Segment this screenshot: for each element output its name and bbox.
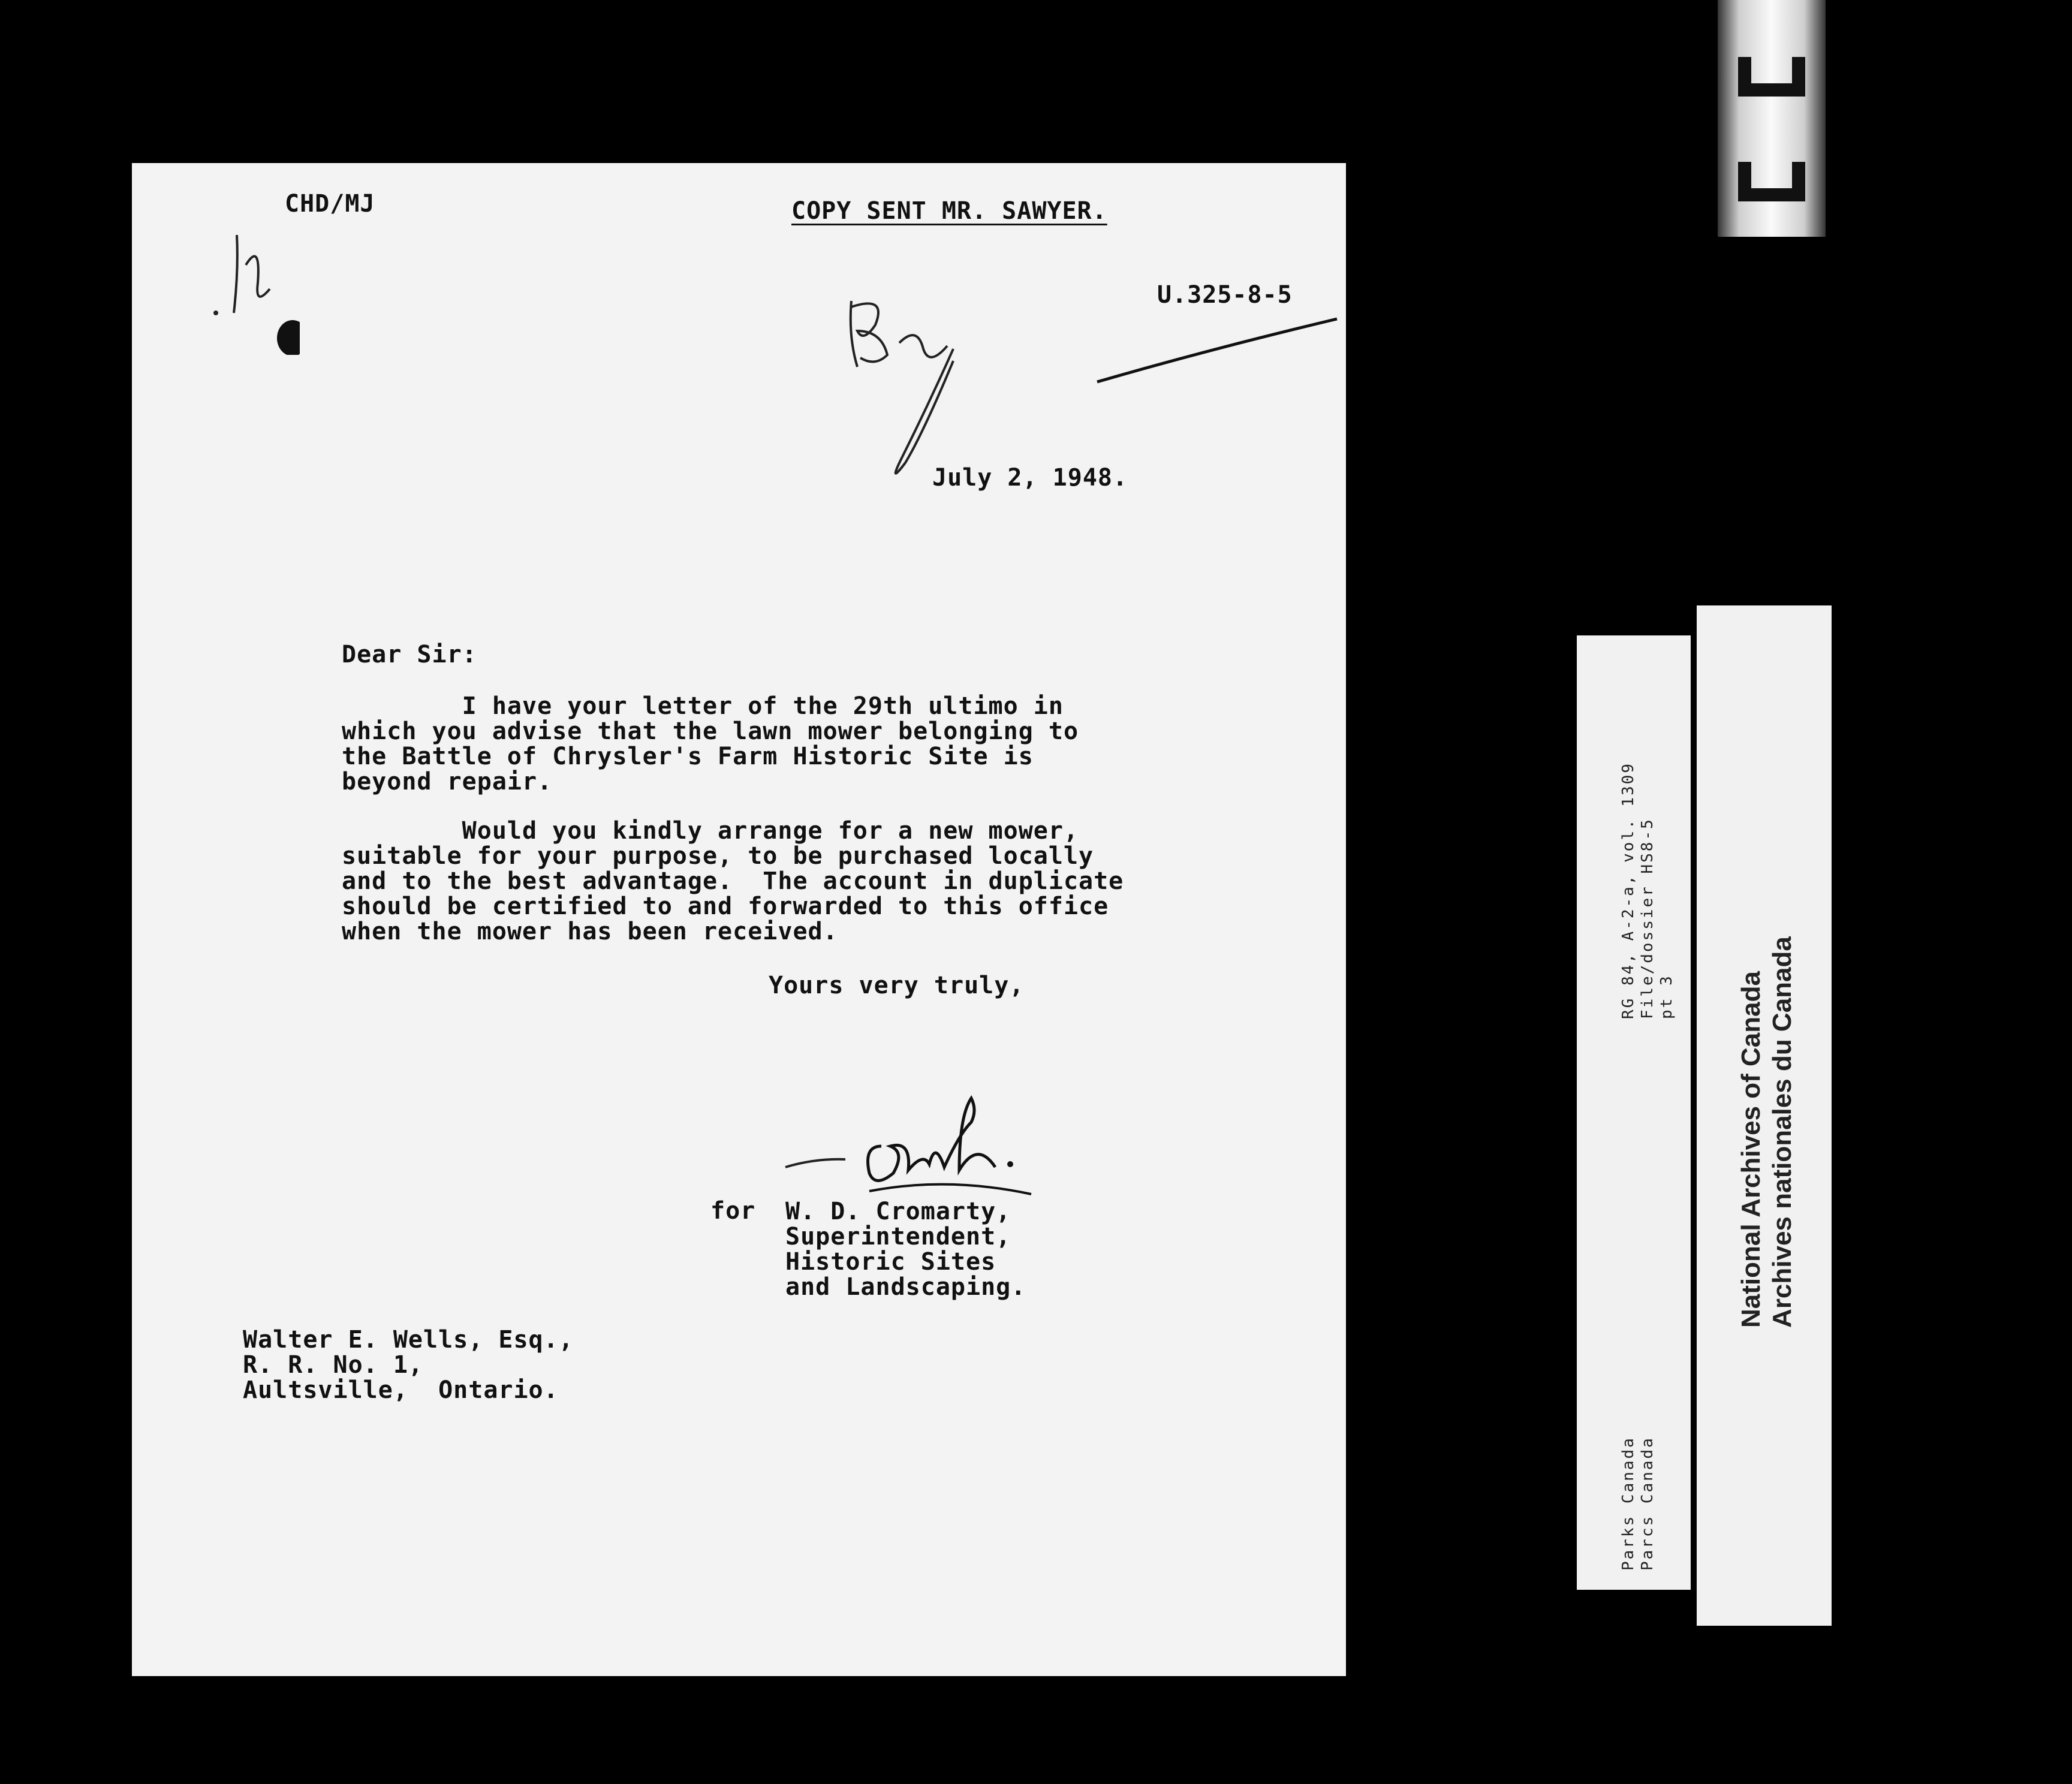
paragraph-2: Would you kindly arrange for a new mower, suitable for your purpose, to be purchased locally and to the best advantage. The account in duplicate should be certified to and forwarded to this office when the mower has been received. [342, 817, 1124, 945]
film-reel-marker [1718, 0, 1826, 237]
handwritten-underline-icon [1091, 313, 1343, 391]
recipient-address: Walter E. Wells, Esq., R. R. No. 1, Aultsville, Ontario. [243, 1326, 574, 1404]
signatory-block: W. D. Cromarty, Superintendent, Historic Sites and Landscaping. [785, 1198, 1026, 1301]
reel-marks-icon [1718, 0, 1826, 237]
closing: Yours very truly, [769, 972, 1025, 999]
for-label: for [710, 1197, 756, 1225]
archives-label [1697, 605, 1832, 1626]
letter-date: July 2, 1948. [932, 464, 1128, 492]
file-reference: U.325-8-5 [1157, 281, 1293, 309]
typist-initials: CHD/MJ [285, 190, 375, 218]
archives-name: National Archives of Canada Archives nationales du Canada [1736, 936, 1797, 1328]
salutation: Dear Sir: [342, 641, 477, 668]
agency-name: Parks Canada Parcs Canada [1619, 1436, 1657, 1571]
archive-reference-strip [1577, 635, 1691, 1590]
letter-page [132, 163, 1346, 1676]
handwritten-initials-icon [833, 289, 989, 505]
paragraph-1: I have your letter of the 29th ultimo in which you advise that the lawn mower belonging to the Battle of Chrysler's Farm Historic Site is beyond repair. [342, 692, 1079, 795]
handwritten-mark-icon [204, 199, 300, 355]
signature-icon [779, 1062, 1175, 1212]
copy-note: COPY SENT MR. SAWYER. [791, 197, 1107, 225]
archive-reference: RG 84, A-2-a, vol. 1309 File/dossier HS8-5 pt 3 [1619, 761, 1676, 1019]
